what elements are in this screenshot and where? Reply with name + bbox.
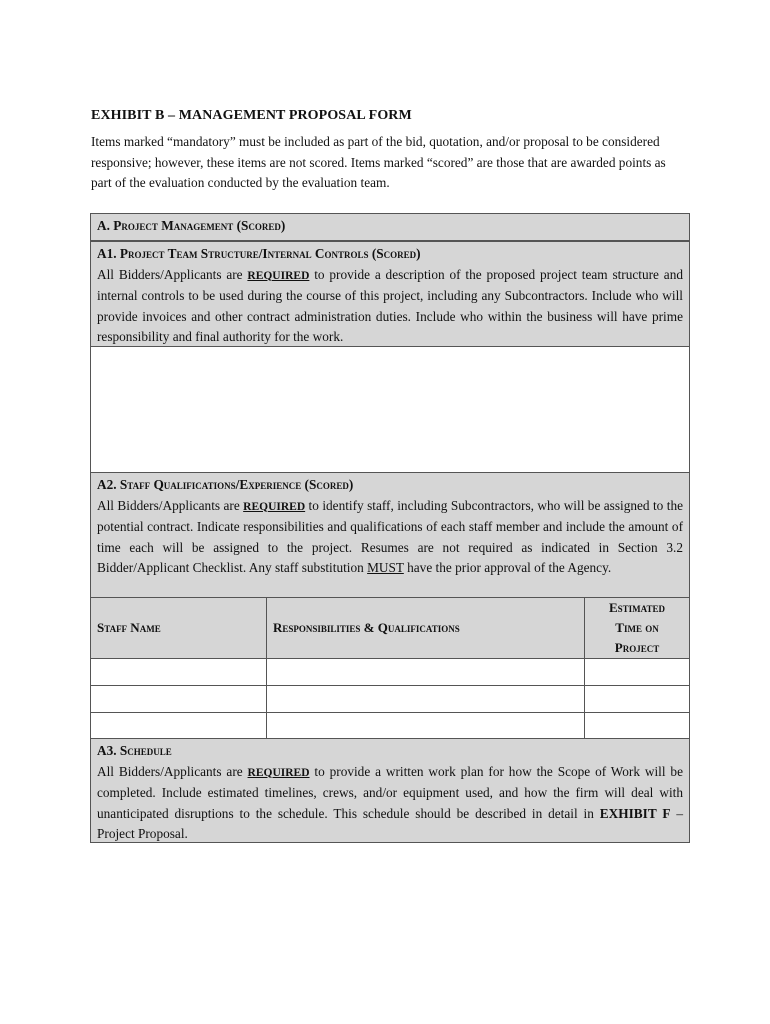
a1-text-after: to provide a description of the proposed project team structure and internal controls to be used during the course of this project, including any Subcontractors. Include who will provide invoices and other contract administration duties. Include who within the business will have prime responsibility and final authority for the work. (97, 266, 683, 344)
section-a-title: Project Management (Scored) (113, 218, 286, 233)
a3-description (97, 762, 683, 845)
a1-description (97, 265, 683, 348)
a1-title: Project Team Structure/Internal Controls (119, 246, 369, 261)
staff-name-cell[interactable] (91, 713, 267, 740)
responsibilities-cell[interactable] (267, 659, 585, 686)
a2-text-middle: to identify staff, including Subcontractors, who will be assigned to the potential contract. Indicate responsibilities and qualifications of each staff member and include the amount of time each will be assigned to the project. Resumes are not required as indicated in Section 3.2 Bidder/Applicant Checklist. Any staff substitution (97, 497, 683, 575)
staff-table-header (91, 598, 690, 659)
col-staff-name: Staff Name (91, 598, 267, 659)
staff-name-cell[interactable] (91, 686, 267, 713)
table-row (91, 713, 690, 740)
section-a-label: A. (97, 218, 110, 233)
form-intro: Items marked “mandatory” must be included as part of the bid, quotation, and/or proposal to be considered responsive; however, these items are not scored. Items marked “scored” are those that are awarded points as part of the evaluation conducted by the evaluation team. (91, 134, 666, 190)
section-a-header (90, 213, 690, 241)
col-time-line-2: Time on (615, 620, 659, 635)
form-title: EXHIBIT B – MANAGEMENT PROPOSAL FORM (91, 108, 412, 123)
a1-tag: (Scored) (371, 246, 421, 261)
a3-exhibit: EXHIBIT F (599, 805, 671, 821)
col-time-line-3: Project (614, 640, 660, 655)
col-responsibilities: Responsibilities & Qualifications (267, 598, 585, 659)
table-row (91, 659, 690, 686)
table-row (91, 686, 690, 713)
a1-label: A1. (97, 246, 117, 261)
a3-required: REQUIRED (247, 766, 310, 779)
a3-label: A3. (97, 743, 117, 758)
a2-required: REQUIRED (243, 500, 306, 513)
section-a2 (90, 472, 690, 598)
section-a1 (90, 241, 690, 347)
a3-text-after: – Project Proposal. (97, 805, 683, 841)
a3-title: Schedule (119, 743, 172, 758)
responsibilities-cell[interactable] (267, 686, 585, 713)
time-cell[interactable] (585, 659, 690, 686)
a1-response-field[interactable] (90, 346, 690, 473)
col-time-line-1: Estimated (608, 600, 665, 615)
a2-description (97, 496, 683, 579)
a2-title: Staff Qualifications/Experience (Scored) (119, 477, 354, 492)
a1-text-before: All Bidders/Applicants are (97, 266, 248, 282)
a2-must: MUST (367, 560, 404, 575)
a2-text-before: All Bidders/Applicants are (97, 497, 244, 513)
responsibilities-cell[interactable] (267, 713, 585, 740)
a1-required: REQUIRED (247, 269, 310, 282)
time-cell[interactable] (585, 713, 690, 740)
staff-name-cell[interactable] (91, 659, 267, 686)
a3-text-middle: to provide a written work plan for how the Scope of Work will be completed. Include estimated timelines, crews, and/or equipment used, and how the firm will deal with unanticipated disruptions to the schedule. This schedule should be described in detail in (97, 763, 683, 821)
col-estimated-time (585, 598, 690, 659)
a3-text-before: All Bidders/Applicants are (97, 763, 248, 779)
staff-table (90, 597, 690, 740)
time-cell[interactable] (585, 686, 690, 713)
section-a3 (90, 738, 690, 843)
a2-label: A2. (97, 477, 117, 492)
a2-text-after: have the prior approval of the Agency. (403, 560, 612, 575)
